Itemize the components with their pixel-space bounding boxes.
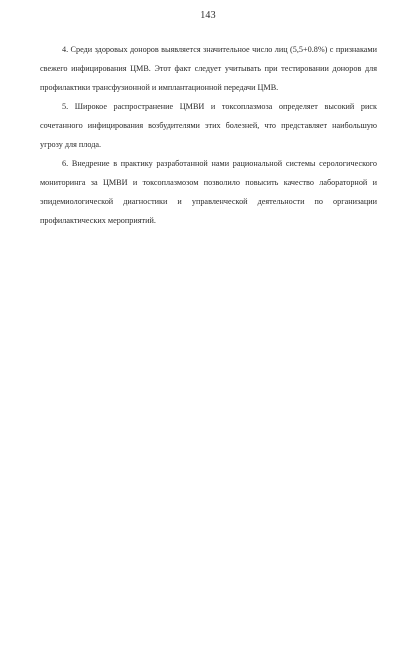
document-body xyxy=(40,40,377,230)
paragraph-4: 4. Среди здоровых доноров выявляется значительное число лиц (5,5+0.8%) с признаками свежего инфицирования ЦМВ. Этот факт следует учитывать при тестировании доноров для профилактики трансфузионной и имплантационной передачи ЦМВ. xyxy=(40,45,377,92)
page-number: 143 xyxy=(200,10,216,21)
paragraph-6: 6. Внедрение в практику разработанной нами рациональной системы серологического мониторинга за ЦМВИ и токсоплазмозом позволило повысить качество лабораторной и эпидемиологической диагностики и управленческой деятельности по организации профилактических мероприятий. xyxy=(40,159,377,225)
paragraph-5: 5. Широкое распространение ЦМВИ и токсоплазмоза определяет высокий риск сочетанного инфицирования возбудителями этих болезней, что представляет наибольшую угрозу для плода. xyxy=(40,102,377,149)
